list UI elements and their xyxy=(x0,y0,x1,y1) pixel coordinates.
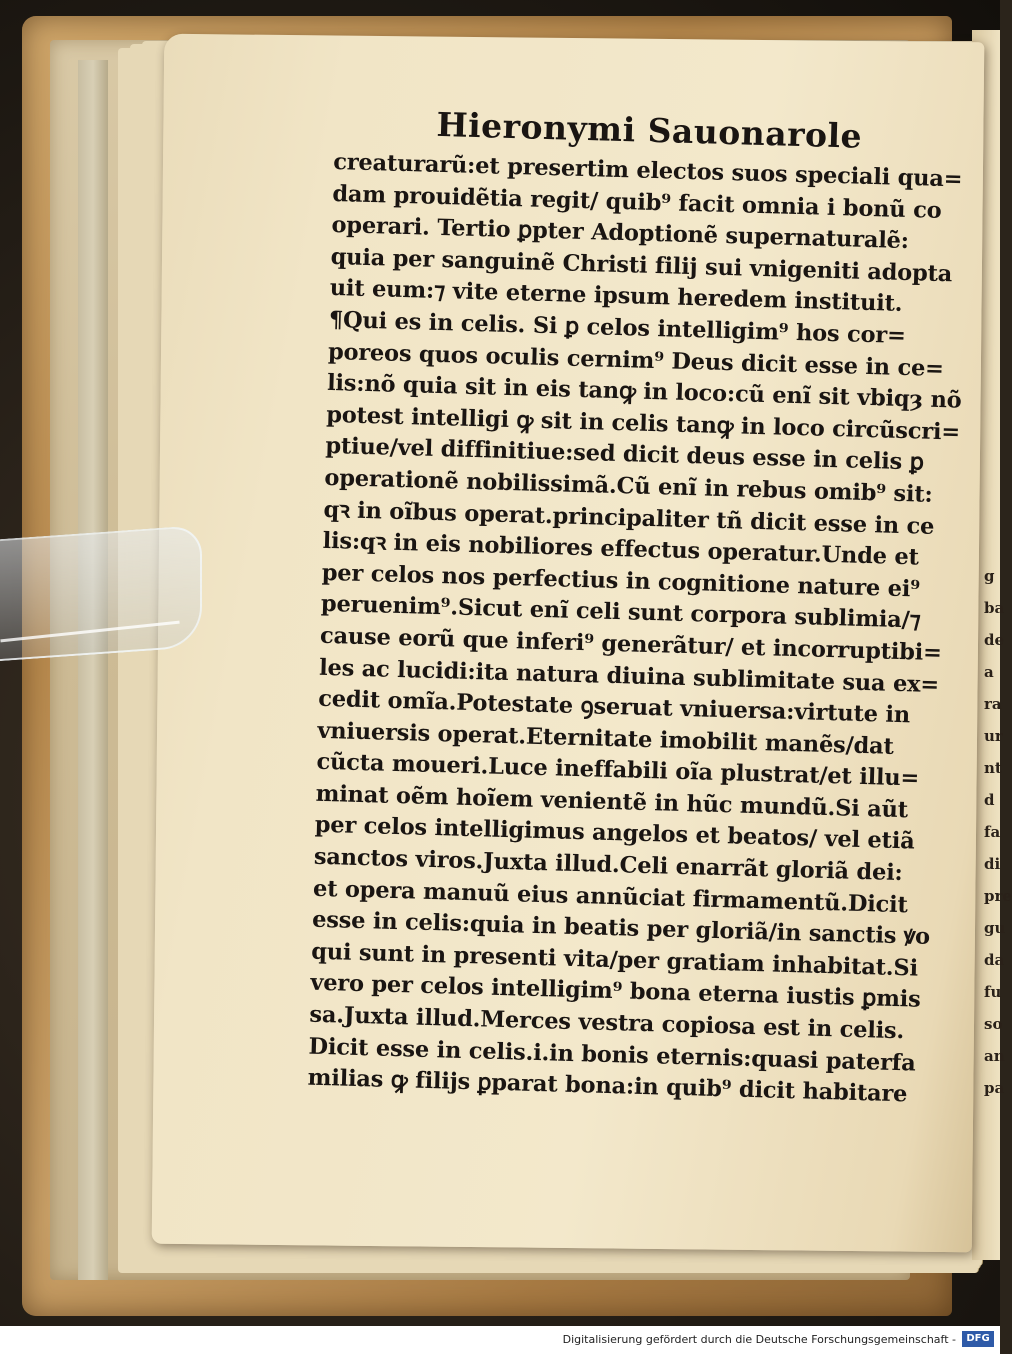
text-line: cause eorũ que inferi⁹ generãtur/ et incorruptibi= xyxy=(319,622,943,667)
text-line: qui sunt in presenti vita/per gratiam inhabitat.Si xyxy=(310,938,919,982)
text-line: vero per celos intelligim⁹ bona eterna iustis ꝑmis xyxy=(310,970,921,1014)
text-line: poreos quos oculis cernim⁹ Deus dicit esse in ce= xyxy=(327,338,945,382)
text-line: milias ꝙ filijs ꝑparat bona:in quib⁹ dicit habitare xyxy=(307,1064,908,1108)
text-line: uit eum:⁊ vite eterne ipsum heredem instituit. xyxy=(329,275,903,318)
running-head: Hieronymi Sauonarole xyxy=(435,104,863,156)
text-line: lis:nõ quia sit in eis tanꝙ in loco:cũ enĩ sit vbiqȝ nõ xyxy=(326,370,962,414)
text-line: per celos nos perfectius in cognitione nature ei⁹ xyxy=(321,559,921,603)
text-line: vniuersis operat.Eternitate imobilit manẽs/dat xyxy=(317,717,895,760)
text-line: Dicit esse in celis.i.in bonis eternis:quasi paterfa xyxy=(308,1033,916,1077)
text-line: sanctos viros.Juxta illud.Celi enarrãt gloriã dei: xyxy=(313,843,903,887)
text-line: sa.Juxta illud.Merces vestra copiosa est in celis. xyxy=(309,1001,905,1045)
page-text-block xyxy=(307,102,963,1111)
text-line: cũcta moueri.Luce ineffabili oĩa plustrat/et illu= xyxy=(316,749,920,792)
funding-credit: Digitalisierung gefördert durch die Deutsche Forschungsgemeinschaft - xyxy=(562,1333,956,1346)
text-line: peruenim⁹.Sicut enĩ celi sunt corpora sublimia/⁊ xyxy=(320,591,921,634)
text-line: operationẽ nobilissimã.Cũ enĩ in rebus omib⁹ sit: xyxy=(324,464,933,508)
text-line: cedit omĩa.Potestate ꝯseruat vniuersa:virtute in xyxy=(317,685,911,729)
text-line: qꝛ in oĩbus operat.principaliter tñ dicit esse in ce xyxy=(323,496,935,540)
text-line: operari. Tertio ꝑpter Adoptionẽ supernaturalẽ: xyxy=(331,212,910,255)
text-line: dam prouidẽtia regit/ quib⁹ facit omnia i bonũ co xyxy=(332,180,942,224)
text-line: potest intelligi ꝙ sit in celis tanꝙ in loco circũscri= xyxy=(325,401,961,446)
text-line: esse in celis:quia in beatis per gloriã/in sanctis ꝟo xyxy=(311,906,931,951)
glass-page-weight xyxy=(0,525,202,661)
text-line: lis:qꝛ in eis nobiliores effectus operatur.Unde et xyxy=(322,527,920,571)
spine-strip xyxy=(78,60,108,1280)
text-line: ¶Qui es in celis. Si ꝑ celos intelligim⁹ hos cor= xyxy=(328,306,907,349)
text-line: creaturarũ:et presertim electos suos speciali qua= xyxy=(332,148,963,193)
facing-page-text-fragment: g ba de a ra ur nt d fa di pre gu da fu so an pa xyxy=(984,567,1012,1097)
text-line: et opera manuũ eius annũciat firmamentũ.Dicit xyxy=(312,875,908,918)
text-line: per celos intelligimus angelos et beatos/ vel etiã xyxy=(314,812,915,855)
text-line: quia per sanguinẽ Christi filij sui vnigeniti adopta xyxy=(330,243,953,288)
dfg-logo: DFG xyxy=(962,1331,994,1347)
text-line: minat oẽm hoĩem venientẽ in hũc mundũ.Si aũt xyxy=(315,780,909,824)
footer-bar xyxy=(0,1326,1000,1354)
text-lines xyxy=(307,147,963,1111)
text-line: ptiue/vel diffinitiue:sed dicit deus esse in celis ꝑ xyxy=(325,433,925,476)
text-line: les ac lucidi:ita natura diuina sublimitate sua ex= xyxy=(318,654,940,698)
